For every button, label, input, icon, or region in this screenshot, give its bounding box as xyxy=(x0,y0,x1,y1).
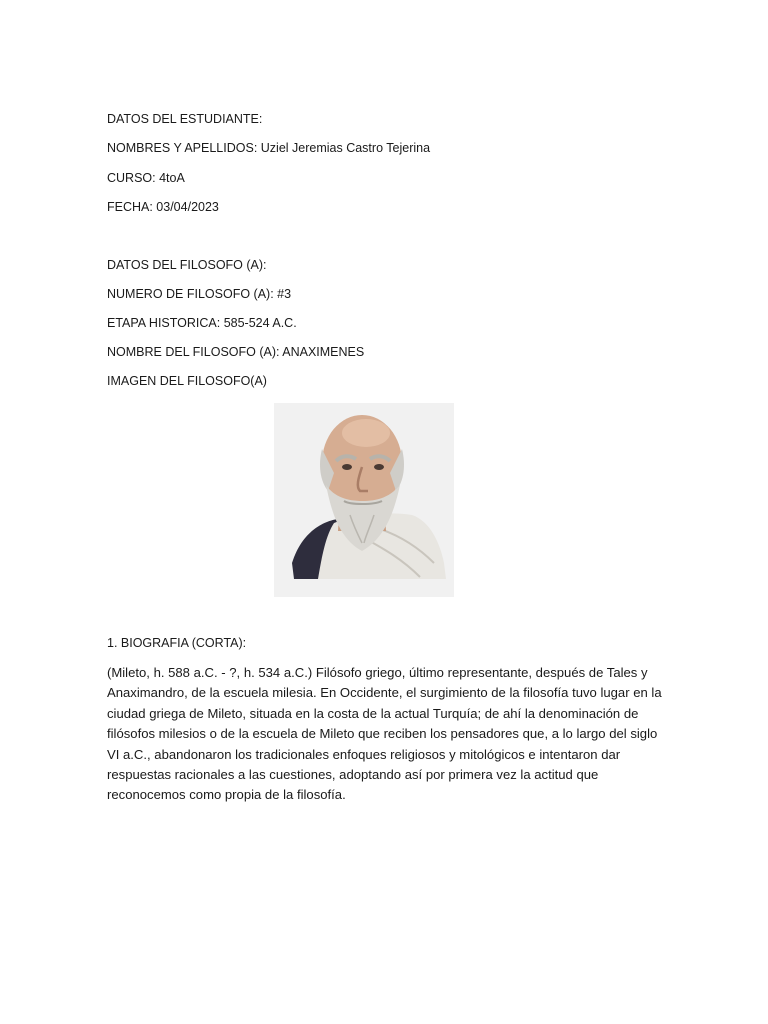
philosopher-period: ETAPA HISTORICA: 585-524 A.C. xyxy=(107,316,297,330)
philosopher-portrait-image xyxy=(274,403,454,597)
biography-heading: 1. BIOGRAFIA (CORTA): xyxy=(107,636,247,650)
philosopher-number: NUMERO DE FILOSOFO (A): #3 xyxy=(107,287,292,301)
student-course: CURSO: 4toA xyxy=(107,171,185,185)
philosopher-section-title: DATOS DEL FILOSOFO (A): xyxy=(107,258,267,272)
biography-text: (Mileto, h. 588 a.C. - ?, h. 534 a.C.) Filósofo griego, último representante, después de Tales y Anaximandro, de la escuela milesia. En Occidente, el surgimiento de la filosofía tuvo lugar en la ciudad griega de Mileto, situada en la costa de la actual Turquía; de ahí la denominación de filósofos milesios o de la escuela de Mileto que reciben los pensadores que, a lo largo del siglo VI a.C., abandonaron los tradicionales enfoques religiosos y mitológicos e intentaron dar respuestas racionales a las cuestiones, adoptando así por primera vez la actitud que reconocemos como propia de la filosofía. xyxy=(107,665,662,803)
philosopher-image-label: IMAGEN DEL FILOSOFO(A) xyxy=(107,374,267,388)
philosopher-name: NOMBRE DEL FILOSOFO (A): ANAXIMENES xyxy=(107,345,365,359)
student-date: FECHA: 03/04/2023 xyxy=(107,200,219,214)
student-names: NOMBRES Y APELLIDOS: Uziel Jeremias Castro Tejerina xyxy=(107,141,431,155)
student-section-title: DATOS DEL ESTUDIANTE: xyxy=(107,112,263,126)
